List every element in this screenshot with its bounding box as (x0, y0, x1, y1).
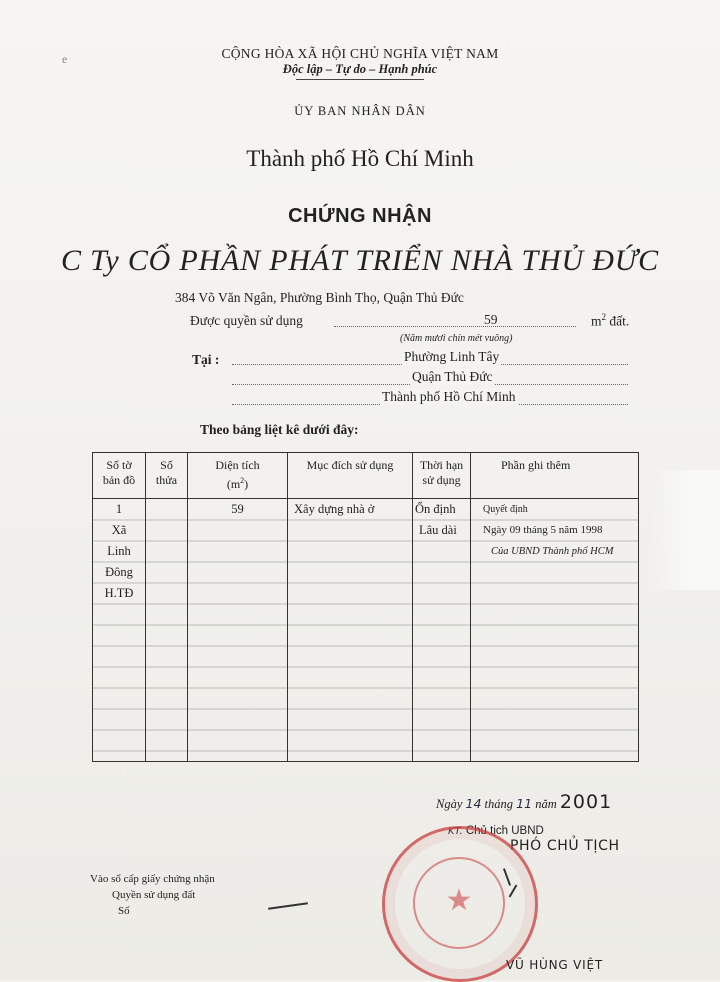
register-signature (268, 902, 308, 910)
cell-area: 59 (188, 499, 288, 762)
land-use-dotted-line (334, 326, 576, 327)
signer-title: KT. Chủ tịch UBND (448, 825, 544, 837)
city-name: Thành phố Hồ Chí Minh (246, 146, 474, 171)
page-edge-glare (650, 470, 720, 590)
corner-mark: e (62, 52, 68, 66)
issue-date: Ngày 14 tháng 11 năm 2001 (436, 791, 613, 813)
cell-map-sheet: 1 Xã Linh Đông H.TĐ (93, 499, 146, 762)
location-ward: Phường Linh Tây (404, 349, 500, 364)
location-city: Thành phố Hồ Chí Minh (382, 389, 516, 404)
col-area: Diện tích $(m^2)$ (188, 453, 288, 499)
national-motto: Độc lập – Tự do – Hạnh phúc (282, 62, 438, 76)
location-district: Quận Thủ Đức (412, 369, 493, 384)
certificate-title: CHỨNG NHẬN (288, 205, 432, 227)
table-header-row (93, 453, 639, 499)
area-in-words: (Năm mươi chín mét vuông) (400, 333, 513, 344)
table-row (93, 499, 639, 762)
signer-name: VŨ HÙNG VIỆT (506, 958, 603, 972)
register-line-3: Số (118, 905, 130, 917)
cell-plot-no (146, 499, 188, 762)
table-intro: Theo bảng liệt kê dưới đây: (200, 422, 359, 437)
location-label: Tại : (192, 352, 220, 367)
issuing-authority: ỦY BAN NHÂN DÂN (294, 104, 426, 118)
signer-position: PHÓ CHỦ TỊCH (510, 838, 620, 854)
land-table (92, 452, 639, 762)
motto-underline (296, 79, 424, 80)
land-area-value: 59 (484, 312, 498, 327)
col-plot-no: Số thửa (146, 453, 188, 499)
col-term: Thời hạn sử dụng (413, 453, 471, 499)
register-line-1: Vào sổ cấp giấy chứng nhận (90, 873, 215, 885)
land-area-unit: $m^2$ đất. (591, 312, 630, 329)
land-use-label: Được quyền sử dụng (190, 313, 303, 328)
col-notes: Phần ghi thêm (471, 453, 639, 499)
company-name: C Ty CỔ PHẦN PHÁT TRIỂN NHÀ THỦ ĐỨC (61, 244, 659, 277)
col-purpose: Mục đích sử dụng (288, 453, 413, 499)
cell-term: Ổn định Lâu dài (413, 499, 471, 762)
seal-star-icon: ★ (445, 884, 473, 917)
national-title: CỘNG HÒA XÃ HỘI CHỦ NGHĨA VIỆT NAM (221, 46, 499, 61)
col-map-sheet: Số tờ bản đồ (93, 453, 146, 499)
company-address: 384 Võ Văn Ngân, Phường Bình Thọ, Quận Thủ Đức (175, 290, 464, 305)
cell-notes: Quyết định Ngày 09 tháng 5 năm 1998 Của UBND Thành phố HCM (471, 499, 639, 762)
cell-purpose: Xây dựng nhà ở (288, 499, 413, 762)
register-line-2: Quyền sử dụng đất (112, 889, 196, 901)
